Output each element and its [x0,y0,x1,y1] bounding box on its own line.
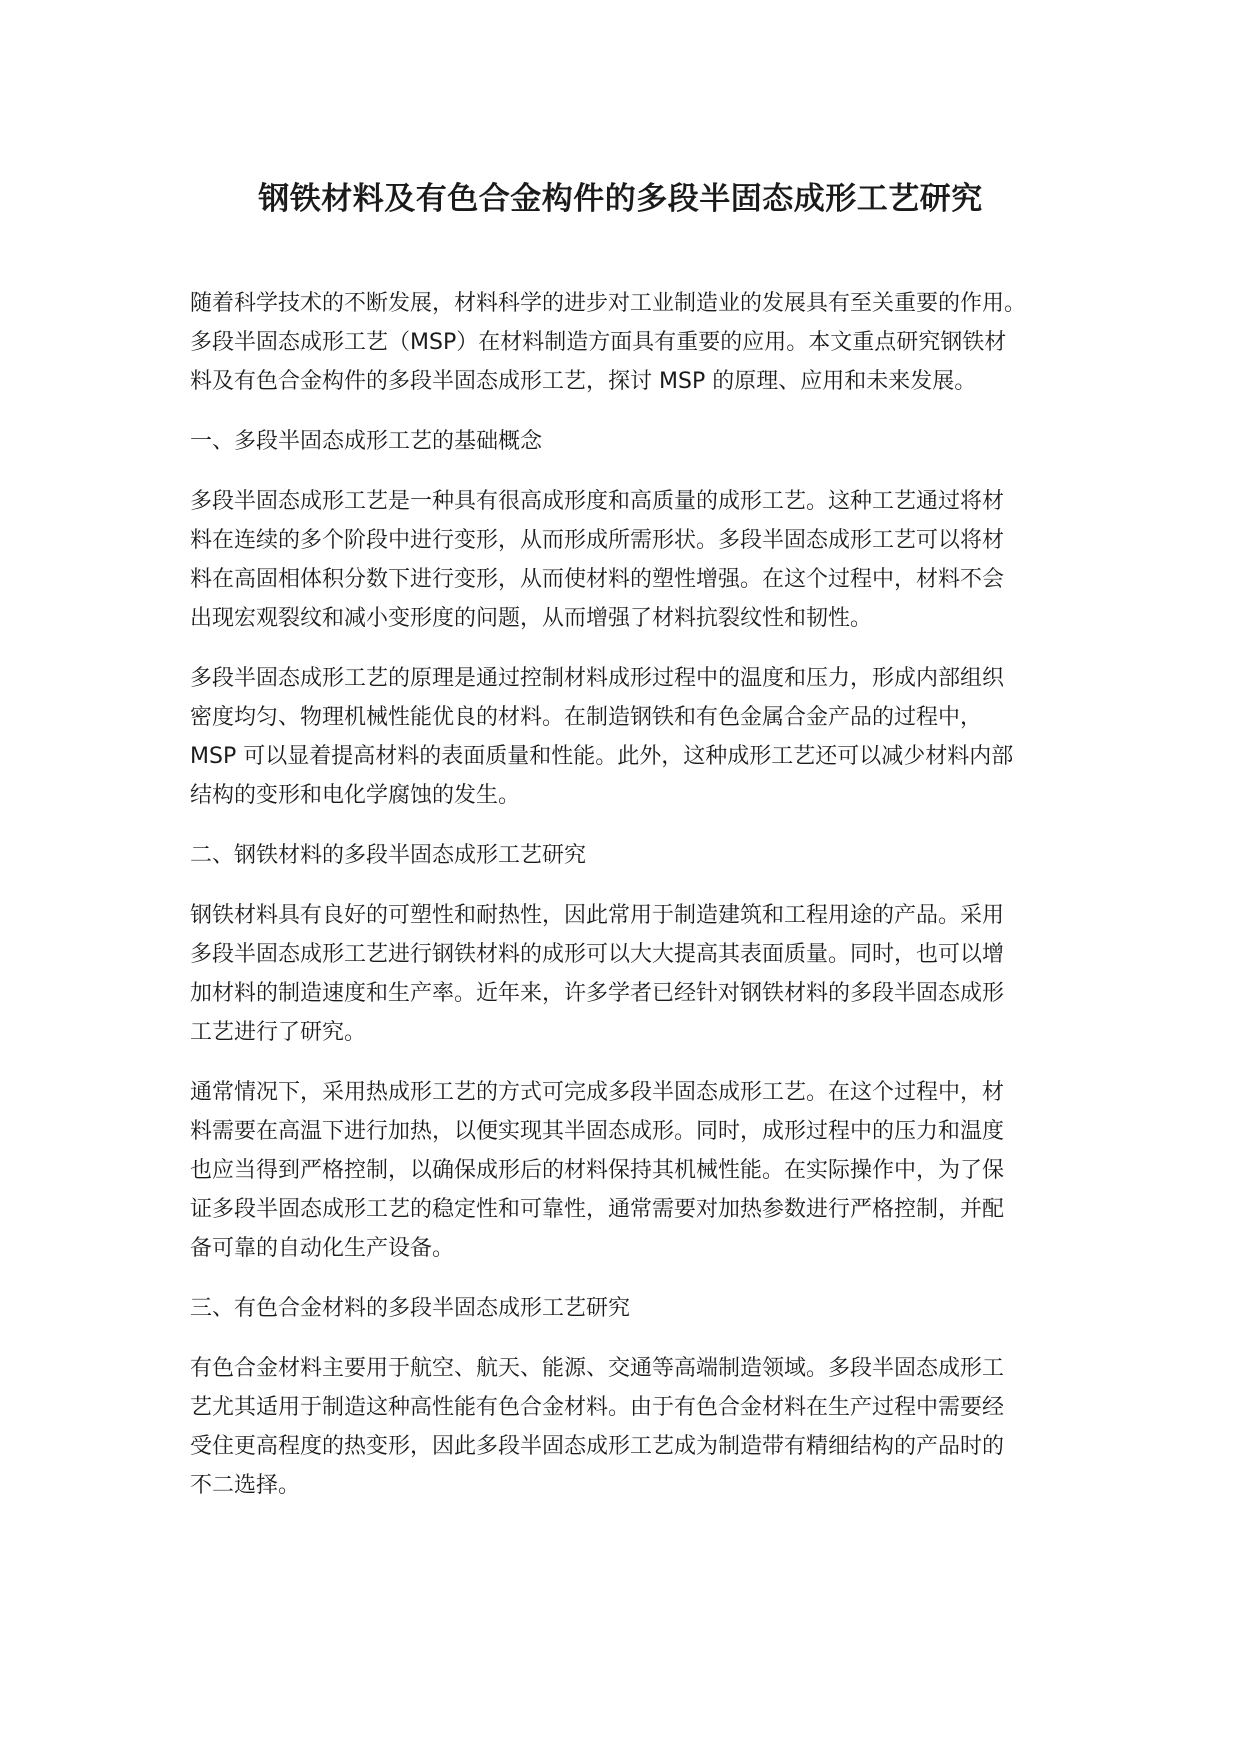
paragraph-line: 料在高固相体积分数下进行变形，从而使材料的塑性增强。在这个过程中，材料不会 [190,567,1005,592]
paragraph-line: 工艺进行了研究。 [190,1020,367,1045]
paragraph-line: 钢铁材料具有良好的可塑性和耐热性，因此常用于制造建筑和工程用途的产品。采用 [190,903,1005,928]
paragraph-line: 多段半固态成形工艺的原理是通过控制材料成形过程中的温度和压力，形成内部组织 [190,666,1005,691]
paragraph-line: 通常情况下，采用热成形工艺的方式可完成多段半固态成形工艺。在这个过程中，材 [190,1080,1005,1105]
intro-line: 多段半固态成形工艺（MSP）在材料制造方面具有重要的应用。本文重点研究钢铁材 [190,330,1007,355]
section-3-heading: 三、有色合金材料的多段半固态成形工艺研究 [190,1296,631,1321]
section-2-paragraph-2 [190,1073,1070,1268]
section-3-paragraph-1 [190,1349,1070,1505]
section-1-paragraph-2 [190,659,1070,815]
intro-line: 随着科学技术的不断发展，材料科学的进步对工业制造业的发展具有至关重要的作用。 [190,291,1027,316]
paragraph-line: 受住更高程度的热变形，因此多段半固态成形工艺成为制造带有精细结构的产品时的 [190,1434,1005,1459]
document-title: 钢铁材料及有色合金构件的多段半固态成形工艺研究 [258,181,983,217]
paragraph-line: 艺尤其适用于制造这种高性能有色合金材料。由于有色合金材料在生产过程中需要经 [190,1395,1005,1420]
intro-line: 料及有色合金构件的多段半固态成形工艺，探讨 MSP 的原理、应用和未来发展。 [190,369,977,394]
section-2-paragraph-1 [190,896,1070,1052]
section-1-heading: 一、多段半固态成形工艺的基础概念 [190,429,543,454]
paragraph-line: 密度均匀、物理机械性能优良的材料。在制造钢铁和有色金属合金产品的过程中， [190,705,983,730]
paragraph-line: 多段半固态成形工艺是一种具有很高成形度和高质量的成形工艺。这种工艺通过将材 [190,489,1005,514]
paragraph-line: 也应当得到严格控制，以确保成形后的材料保持其机械性能。在实际操作中，为了保 [190,1158,1005,1183]
paragraph-line: 料需要在高温下进行加热，以便实现其半固态成形。同时，成形过程中的压力和温度 [190,1119,1005,1144]
paragraph-line: 结构的变形和电化学腐蚀的发生。 [190,783,521,808]
paragraph-line: 出现宏观裂纹和减小变形度的问题，从而增强了材料抗裂纹性和韧性。 [190,606,873,631]
paragraph-line: 料在连续的多个阶段中进行变形，从而形成所需形状。多段半固态成形工艺可以将材 [190,528,1005,553]
document-body [190,284,1070,1526]
paragraph-line: MSP 可以显着提高材料的表面质量和性能。此外，这种成形工艺还可以减少材料内部 [190,744,1014,769]
section-1-paragraph-1 [190,482,1070,638]
intro-paragraph [190,284,1070,401]
paragraph-line: 备可靠的自动化生产设备。 [190,1236,455,1261]
section-2-heading: 二、钢铁材料的多段半固态成形工艺研究 [190,843,587,868]
paragraph-line: 不二选择。 [190,1473,301,1498]
paragraph-line: 证多段半固态成形工艺的稳定性和可靠性，通常需要对加热参数进行严格控制，并配 [190,1197,1005,1222]
paragraph-line: 有色合金材料主要用于航空、航天、能源、交通等高端制造领域。多段半固态成形工 [190,1356,1005,1381]
paragraph-line: 加材料的制造速度和生产率。近年来，许多学者已经针对钢铁材料的多段半固态成形 [190,981,1005,1006]
paragraph-line: 多段半固态成形工艺进行钢铁材料的成形可以大大提高其表面质量。同时，也可以增 [190,942,1005,967]
